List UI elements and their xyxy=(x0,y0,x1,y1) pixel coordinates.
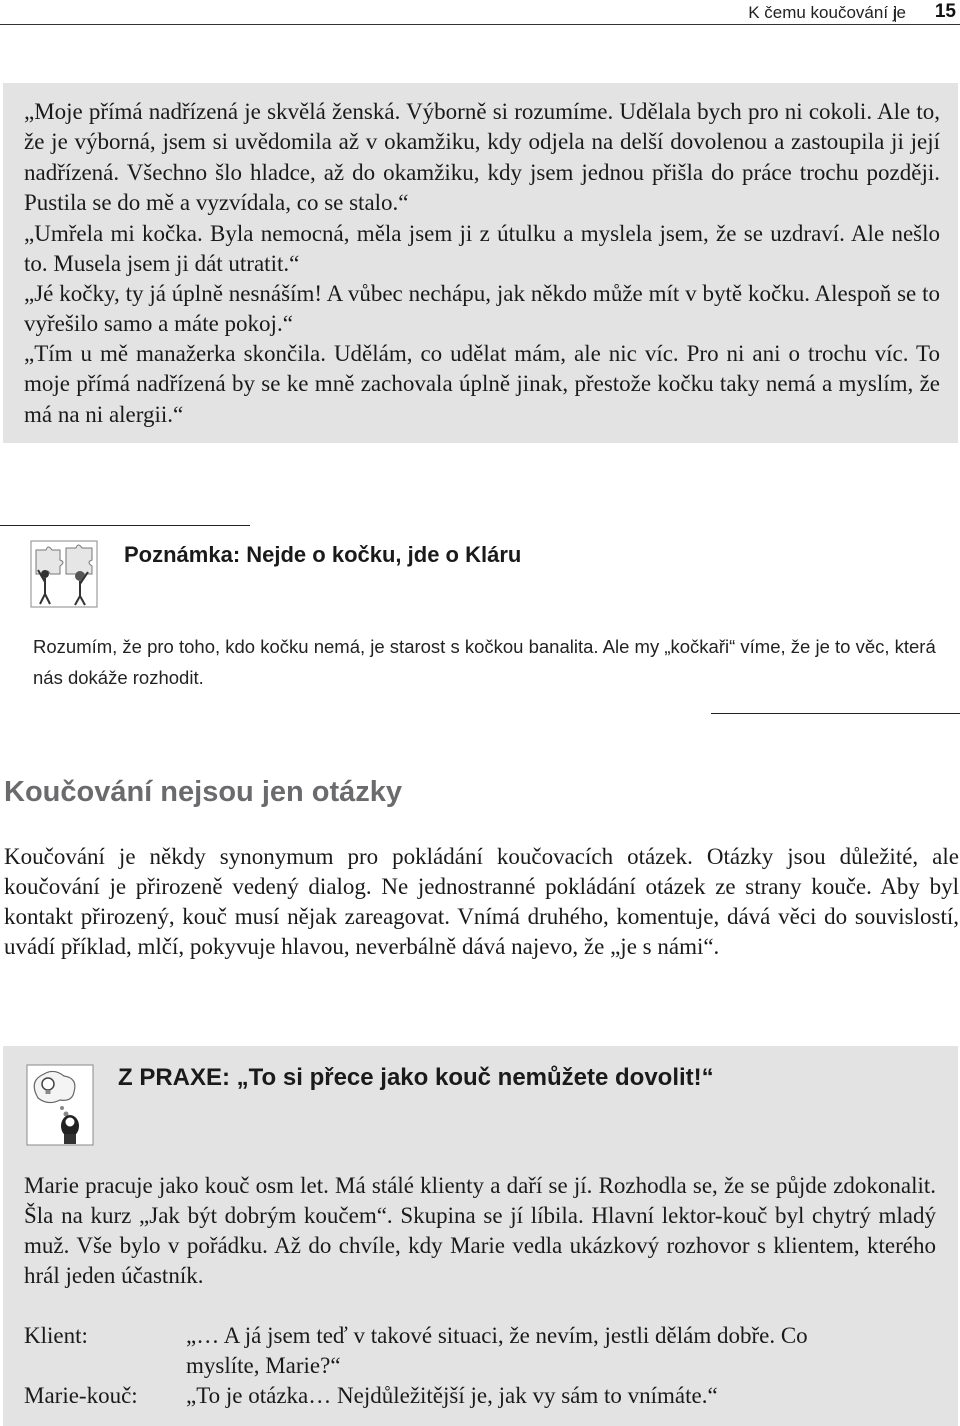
dialog-line-client-2: myslíte, Marie?“ xyxy=(186,1353,341,1378)
page-number: 15 xyxy=(934,1,956,22)
running-title: K čemu koučování je xyxy=(748,3,906,22)
section-paragraph: Koučování je někdy synonymum pro pokládání koučovacích otázek. Otázky jsou důležité, ale koučování je přirozeně vedený dialog. Ne jednostranné pokládání otázek ze strany kouče. Aby byl kontakt přirozený, kouč musí nějak zareagovat. Vnímá druhého, komentuje, dává věci do souvislostí, uvádí příklad, mlčí, pokyvuje hlavou, neverbálně dává najevo, že „je s námi“. xyxy=(4,844,959,959)
page-header xyxy=(0,0,960,30)
header-rule xyxy=(0,24,960,25)
praxe-title: Z PRAXE: „To si přece jako kouč nemůžete dovolit!“ xyxy=(118,1064,714,1091)
lightbulb-idea-icon xyxy=(26,1064,94,1146)
puzzle-people-icon xyxy=(30,540,98,608)
dialog-speaker-client: Klient: xyxy=(24,1323,88,1348)
note-bottom-rule xyxy=(711,713,960,714)
dialog-line-client-1: „… A já jsem teď v takové situaci, že nevím, jestli dělám dobře. Co xyxy=(186,1323,808,1348)
quote-paragraph-2: „Umřela mi kočka. Byla nemocná, měla jsem ji z útulku a myslela jsem, že se uzdraví. Ale nešlo to. Musela jsem ji dát utratit.“ xyxy=(24,221,940,277)
quote-paragraph-1: „Moje přímá nadřízená je skvělá ženská. Výborně si rozumíme. Udělala bych pro ni cokoli. Ale to, že je výborná, jsem si uvědomila až v okamžiku, kdy odjela na delší dovolenou a zastoupila ji její nadřízená. Všechno šlo hladce, až do okamžiku, kdy jsem jednou přišla do práce trochu později. Pustila se do mě a vyzvídala, co se stalo.“ xyxy=(24,99,940,215)
quote-paragraph-3: „Jé kočky, ty já úplně nesnáším! A vůbec nechápu, jak někdo může mít v bytě kočku. Alespoň se to vyřešilo samo a máte pokoj.“ xyxy=(24,281,940,337)
praxe-paragraph: Marie pracuje jako kouč osm let. Má stálé klienty a daří se jí. Rozhodla se, že se půjde zdokonalit. Šla na kurz „Jak být dobrým koučem“. Skupina se jí líbila. Hlavní lektor-kouč byl chytrý mladý muž. Vše bylo v pořádku. Až do chvíle, kdy Marie vedla ukázkový rozhovor s klientem, kterého hrál jeden účastník. xyxy=(24,1173,936,1288)
section-heading: Koučování nejsou jen otázky xyxy=(4,776,403,808)
header-separator xyxy=(895,6,896,22)
note-body: Rozumím, že pro toho, kdo kočku nemá, je starost s kočkou banalita. Ale my „kočkaři“ víme, že je to věc, která nás dokáže rozhodit. xyxy=(33,636,936,688)
note-title: Poznámka: Nejde o kočku, jde o Kláru xyxy=(124,542,522,567)
dialog-line-marie-1: „To je otázka… Nejdůležitější je, jak vy sám to vnímáte.“ xyxy=(186,1383,718,1408)
quote-paragraph-4: „Tím u mě manažerka skončila. Udělám, co udělat mám, ale nic víc. Pro ni ani o trochu víc. To moje přímá nadřízená by se ke mně zachovala úplně jinak, přestože kočku taky nemá a myslím, že má na ni alergii.“ xyxy=(24,341,940,427)
note-top-rule xyxy=(0,525,250,526)
dialog-speaker-marie: Marie-kouč: xyxy=(24,1383,138,1408)
